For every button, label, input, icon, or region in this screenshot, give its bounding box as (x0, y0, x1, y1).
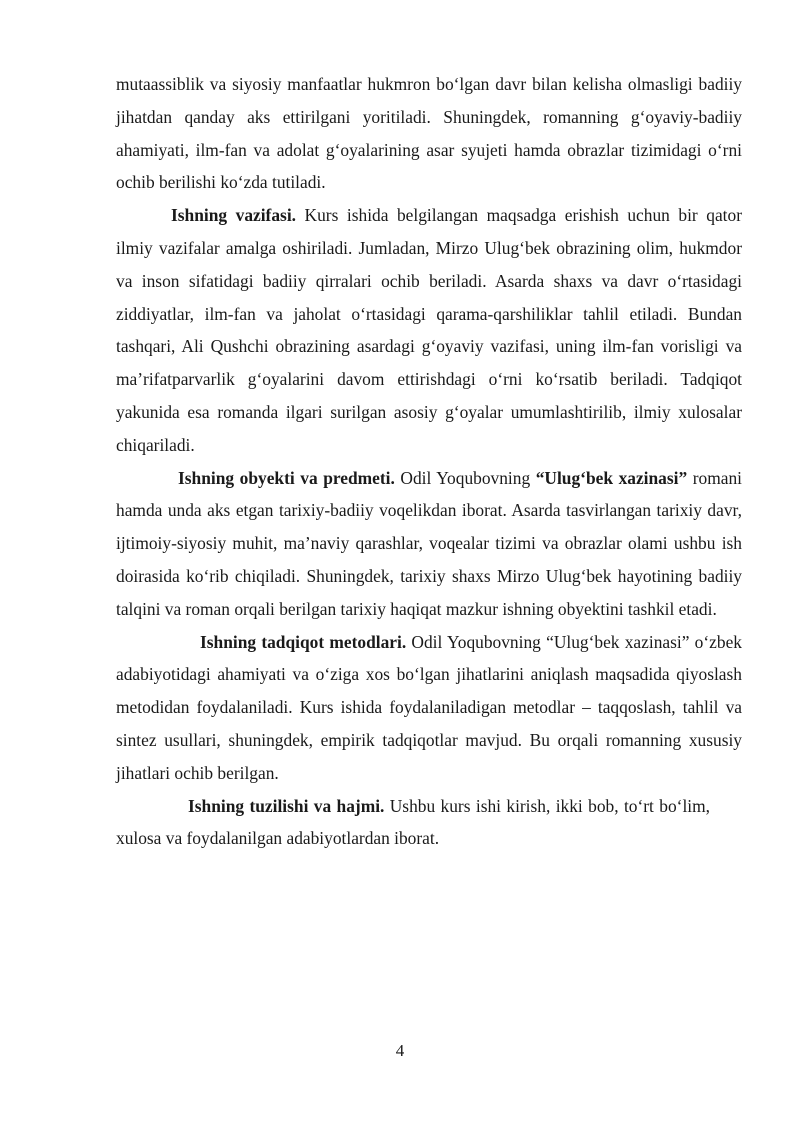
section-heading-structure: Ishning tuzilishi va hajmi. (188, 795, 385, 816)
paragraph-text: Ushbu kurs ishi kirish, ikki bob, to‘rt bo‘lim, xulosa va foydalanilgan adabiyotlardan iborat. (116, 795, 710, 849)
page-number: 4 (395, 1041, 405, 1060)
paragraph-structure (116, 790, 710, 856)
novel-title: “Ulug‘bek xazinasi” (535, 467, 688, 488)
document-body (116, 68, 742, 855)
paragraph-text: romani hamda unda aks etgan tarixiy-badiiy voqelikdan iborat. Asarda tasvirlangan tarixiy davr, ijtimoiy-siyosiy muhit, ma’naviy qarashlar, voqealar tizimi va obrazlar olami ushbu ish doirasida ko‘rib chiqiladi. Shuningdek, tarixiy shaxs Mirzo Ulug‘bek hayotining badiiy talqini va roman orqali berilgan tarixiy haqiqat mazkur ishning obyektini tashkil etadi. (116, 467, 742, 619)
section-heading-object-subject: Ishning obyekti va predmeti. (178, 467, 395, 488)
section-heading-objectives: Ishning vazifasi. (171, 205, 296, 226)
paragraph-text: mutaassiblik va siyosiy manfaatlar hukmron bo‘lgan davr bilan kelisha olmasligi badiiy jihatdan qanday aks ettirilgani yoritiladi. Shuningdek, romanning g‘oyaviy-badiiy ahamiyati, ilm-fan va adolat g‘oyalarining asar syujeti hamda obrazlar tizimidagi o‘rni ochib berilishi ko‘zda tutiladi. (116, 74, 742, 193)
paragraph-intro-continuation (116, 68, 742, 199)
paragraph-text: Odil Yoqubovning “Ulug‘bek xazinasi” o‘zbek adabiyotidagi ahamiyati va o‘ziga xos bo‘lgan jihatlarini aniqlash maqsadida qiyoslash metodidan foydalaniladi. Kurs ishida foydalaniladigan metodlar – taqqoslash, tahlil va sintez usullari, shuningdek, empirik tadqiqotlar mavjud. Bu orqali romanning xususiy jihatlari ochib berilgan. (116, 631, 742, 783)
paragraph-text: Kurs ishida belgilangan maqsadga erishish uchun bir qator ilmiy vazifalar amalga oshiriladi. Jumladan, Mirzo Ulug‘bek obrazining olim, hukmdor va inson sifatidagi badiiy qirralari ochib beriladi. Asarda shaxs va davr o‘rtasidagi ziddiyatlar, ilm-fan va jaholat o‘rtasidagi qarama-qarshiliklar tahlil etiladi. Bundan tashqari, Ali Qushchi obrazining asardagi g‘oyaviy vazifasi, uning ilm-fan vorisligi va ma’rifatparvarlik g‘oyalarini davom ettirishdagi o‘rni ko‘rsatib beriladi. Tadqiqot yakunida esa romanda ilgari surilgan asosiy g‘oyalar umumlashtirilib, ilmiy xulosalar chiqariladi. (116, 205, 742, 455)
paragraph-objectives (116, 199, 742, 461)
paragraph-text-before-title: Odil Yoqubovning (394, 467, 536, 488)
paragraph-object-subject (116, 462, 742, 626)
section-heading-methods: Ishning tadqiqot metodlari. (200, 631, 407, 652)
paragraph-methods (116, 626, 742, 790)
